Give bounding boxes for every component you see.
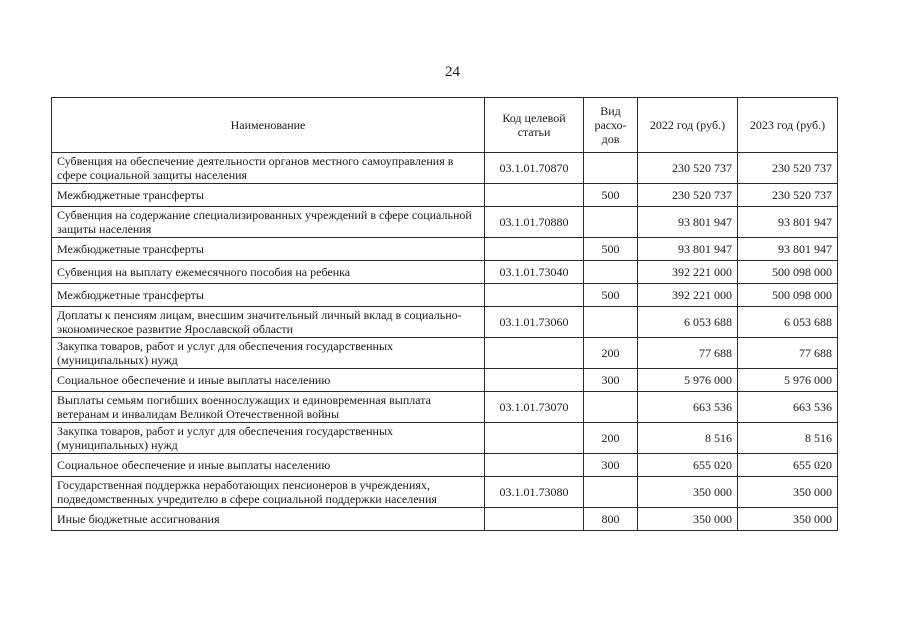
cell-vid (584, 207, 638, 238)
cell-name: Субвенция на содержание специализированных учреждений в сфере социальной защиты населения (52, 207, 485, 238)
cell-name: Доплаты к пенсиям лицам, внесшим значительный личный вклад в социально-экономическое развитие Ярославской области (52, 307, 485, 338)
cell-name: Иные бюджетные ассигнования (52, 508, 485, 531)
cell-2023: 5 976 000 (738, 369, 838, 392)
table-body (52, 153, 838, 531)
cell-code (485, 423, 584, 454)
cell-2022: 6 053 688 (638, 307, 738, 338)
cell-vid (584, 153, 638, 184)
table-row (52, 477, 838, 508)
header-code: Код целевой статьи (485, 98, 584, 153)
table-row (52, 508, 838, 531)
cell-2023: 663 536 (738, 392, 838, 423)
budget-table (51, 97, 838, 531)
cell-2022: 93 801 947 (638, 207, 738, 238)
cell-2023: 8 516 (738, 423, 838, 454)
cell-name: Государственная поддержка неработающих пенсионеров в учреждениях, подведомственных учредителю в сфере социальной поддержки населения (52, 477, 485, 508)
cell-vid (584, 307, 638, 338)
cell-2023: 500 098 000 (738, 261, 838, 284)
table-row (52, 338, 838, 369)
cell-name: Субвенция на обеспечение деятельности органов местного самоуправления в сфере социальной защиты населения (52, 153, 485, 184)
cell-name: Межбюджетные трансферты (52, 284, 485, 307)
header-2023: 2023 год (руб.) (738, 98, 838, 153)
cell-2023: 655 020 (738, 454, 838, 477)
cell-name: Межбюджетные трансферты (52, 238, 485, 261)
cell-code: 03.1.01.70880 (485, 207, 584, 238)
cell-2023: 93 801 947 (738, 238, 838, 261)
cell-vid: 200 (584, 423, 638, 454)
cell-2023: 230 520 737 (738, 184, 838, 207)
cell-2022: 93 801 947 (638, 238, 738, 261)
cell-name: Закупка товаров, работ и услуг для обеспечения государственных (муниципальных) нужд (52, 338, 485, 369)
cell-2022: 392 221 000 (638, 261, 738, 284)
cell-2023: 77 688 (738, 338, 838, 369)
cell-2023: 350 000 (738, 508, 838, 531)
cell-code: 03.1.01.70870 (485, 153, 584, 184)
cell-code (485, 338, 584, 369)
cell-2022: 5 976 000 (638, 369, 738, 392)
table-row (52, 238, 838, 261)
cell-2022: 8 516 (638, 423, 738, 454)
table-header (52, 98, 838, 153)
cell-name: Межбюджетные трансферты (52, 184, 485, 207)
cell-name: Закупка товаров, работ и услуг для обеспечения государственных (муниципальных) нужд (52, 423, 485, 454)
cell-vid: 500 (584, 284, 638, 307)
cell-vid: 800 (584, 508, 638, 531)
header-2022: 2022 год (руб.) (638, 98, 738, 153)
cell-code: 03.1.01.73070 (485, 392, 584, 423)
cell-code (485, 238, 584, 261)
cell-code (485, 284, 584, 307)
cell-2022: 663 536 (638, 392, 738, 423)
cell-name: Социальное обеспечение и иные выплаты населению (52, 369, 485, 392)
cell-vid: 200 (584, 338, 638, 369)
cell-vid (584, 392, 638, 423)
cell-2023: 6 053 688 (738, 307, 838, 338)
cell-vid (584, 261, 638, 284)
cell-code: 03.1.01.73060 (485, 307, 584, 338)
header-vid: Вид расхо-дов (584, 98, 638, 153)
cell-vid: 300 (584, 454, 638, 477)
table-row (52, 207, 838, 238)
cell-vid: 500 (584, 184, 638, 207)
cell-code (485, 184, 584, 207)
table-row (52, 307, 838, 338)
cell-vid (584, 477, 638, 508)
cell-2022: 655 020 (638, 454, 738, 477)
cell-name: Социальное обеспечение и иные выплаты населению (52, 454, 485, 477)
table-row (52, 423, 838, 454)
cell-2022: 230 520 737 (638, 153, 738, 184)
cell-2022: 350 000 (638, 508, 738, 531)
table-row (52, 284, 838, 307)
table-row (52, 184, 838, 207)
table-row (52, 153, 838, 184)
cell-2022: 77 688 (638, 338, 738, 369)
cell-code: 03.1.01.73040 (485, 261, 584, 284)
cell-2023: 93 801 947 (738, 207, 838, 238)
cell-2023: 230 520 737 (738, 153, 838, 184)
table-row (52, 454, 838, 477)
table-row (52, 261, 838, 284)
cell-name: Субвенция на выплату ежемесячного пособия на ребенка (52, 261, 485, 284)
cell-2023: 350 000 (738, 477, 838, 508)
table-row (52, 392, 838, 423)
header-row (52, 98, 838, 153)
cell-2022: 392 221 000 (638, 284, 738, 307)
cell-code (485, 508, 584, 531)
header-name: Наименование (52, 98, 485, 153)
cell-code: 03.1.01.73080 (485, 477, 584, 508)
page-number: 24 (445, 64, 460, 80)
table-row (52, 369, 838, 392)
cell-2022: 350 000 (638, 477, 738, 508)
cell-code (485, 369, 584, 392)
cell-vid: 500 (584, 238, 638, 261)
cell-name: Выплаты семьям погибших военнослужащих и единовременная выплата ветеранам и инвалидам Великой Отечественной войны (52, 392, 485, 423)
cell-code (485, 454, 584, 477)
cell-2022: 230 520 737 (638, 184, 738, 207)
cell-2023: 500 098 000 (738, 284, 838, 307)
cell-vid: 300 (584, 369, 638, 392)
